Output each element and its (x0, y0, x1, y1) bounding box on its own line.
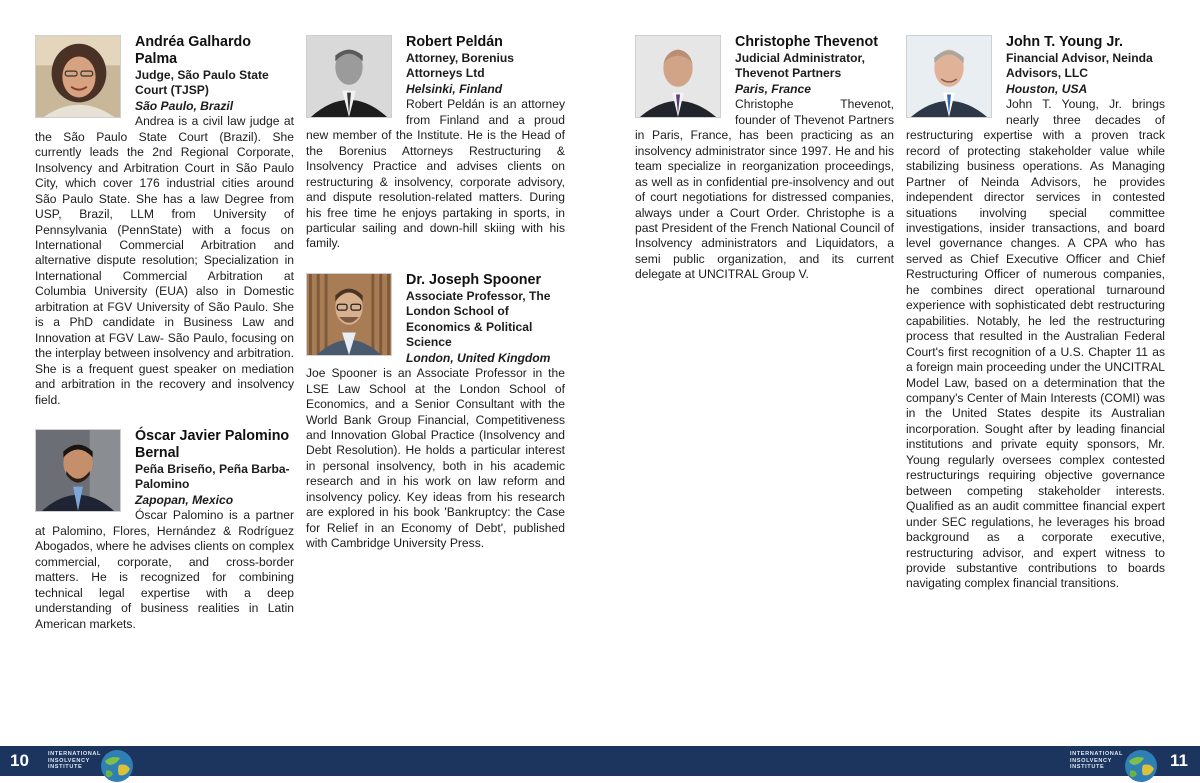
bio-text: Robert Peldán is an attorney from Finland and a proud new member of the Institute. He is the Head of the Borenius Attorneys Restructuring & Insolvency Practice and advises clients on restructuring & insolvency, corporate advisory, and dispute resolution-related matters. During his free time he enjoys partaking in sports, in particular sailing and down-hill skiing with his family. (306, 97, 565, 251)
person-role: Judicial Administrator, Thevenot Partners (735, 51, 865, 81)
bio-text: Christophe Thevenot, founder of Thevenot Partners in Paris, France, has been practicing as an insolvency administrator since 1997. He and his team specialize in reorganization proceedings, as well as in confidential pre-insolvency and out of court negotiations for distressed companies, always under a Court Order. Christophe is a past President of the French National Council of Insolvency administrators and Liquidators, a semi public organization, and its current delegate at UNCITRAL Group V. (635, 97, 894, 282)
institute-logo-text-right (1070, 751, 1123, 771)
bio-text: John T. Young, Jr. brings nearly three decades of restructuring expertise with a proven track record of protecting stakeholder value while stabilizing business operations. As Managing Partner of Neinda Advisors, he provides independent director services in contested situations involving special committee investigations, insider transactions, and board level governance changes. A CPA who has served as Chief Executive Officer and Chief Restructuring Officer of numerous companies, he combines direct operational turnaround experience with sophisticated debt restructuring capabilities. Notably, he led the restructuring process that resulted in the Australian Federal Court's first recognition of a U.S. Chapter 11 as a foreign main proceeding under the UNCITRAL Model Law, based on a determination that the company's Center of Main Interests (COMI) was in the United States despite its Australian incorporation. Sought after by leading financial institutions and private equity sponsors, Mr. Young regularly oversees complex contested restructurings requiring objective governance between competing stakeholder interests. Qualified as an audit committee financial expert under SEC regulations, he leverages his broad background as a corporate executive, restructuring advisor, and expert witness to provide substantive contributions to boards navigating complex financial transitions. (906, 97, 1165, 591)
portrait-photo (906, 35, 992, 118)
bio-robert-peldan (306, 34, 565, 252)
person-location: Paris, France (735, 81, 811, 96)
person-name: Andréa Galhardo Palma (135, 34, 251, 67)
person-name: Robert Peldán (406, 34, 503, 50)
logo-line-3: INSTITUTE (1070, 764, 1105, 771)
person-role: Peña Briseño, Peña Barba-Palomino (135, 461, 290, 492)
bio-oscar-palomino (35, 428, 294, 632)
portrait-photo (306, 273, 392, 356)
person-name: Óscar Javier Palomino Bernal (135, 427, 290, 461)
person-location: São Paulo, Brazil (135, 98, 234, 113)
institute-logo-text-left (48, 751, 101, 771)
bio-joseph-spooner (306, 272, 565, 552)
column-3 (635, 34, 894, 303)
person-name: John T. Young Jr. (1006, 34, 1124, 50)
person-location: Helsinki, Finland (406, 81, 503, 96)
portrait-photo (635, 35, 721, 118)
portrait-photo (35, 429, 121, 512)
portrait-photo (306, 35, 392, 118)
globe-logo-icon (100, 749, 134, 783)
column-1 (35, 34, 294, 652)
bio-text: Óscar Palomino is a partner at Palomino, Flores, Hernández & Rodríguez Abogados, where he advises clients on complex commercial, corporate, and cross-border matters. He is recognized for combining technical legal expertise with a deep understanding of business realities in Latin American markets. (35, 508, 294, 631)
person-location: London, United Kingdom (406, 350, 551, 365)
bio-john-young (906, 34, 1165, 592)
portrait-photo (35, 35, 121, 118)
person-role: Associate Professor, The London School of Economics & Political Science (406, 288, 551, 350)
person-location: Zapopan, Mexico (135, 492, 234, 507)
logo-line-2: INSOLVENCY (48, 757, 90, 764)
column-4 (906, 34, 1165, 612)
person-role: Judge, São Paulo State Court (TJSP) (135, 68, 269, 98)
person-role: Attorney, Borenius Attorneys Ltd (406, 51, 514, 81)
person-role: Financial Advisor, Neinda Advisors, LLC (1006, 51, 1153, 81)
page-number-right: 11 (1170, 751, 1188, 770)
globe-logo-icon (1124, 749, 1158, 783)
logo-line-2: INSOLVENCY (1070, 757, 1112, 764)
footer-bar (0, 746, 1200, 776)
person-location: Houston, USA (1006, 81, 1088, 96)
logo-line-3: INSTITUTE (48, 764, 83, 771)
bio-text: Andrea is a civil law judge at the São Paulo State Court (Brazil). She currently leads the 2nd Regional Corporate, Insolvency and Arbitration Court in São Paulo City, which cover 176 industrial cities around São Paulo State. She has a law Degree from USP, Brazil, LLM from University of Pennsylvania (PennState) with a focus on International Commercial Arbitration and alternative dispute resolution; Specialization in International Commercial Arbitration at Columbia University (EUA) also in Domestic arbitration at FGV University of São Paulo. She is a PhD candidate in Business Law and Innovation at FGV Law- São Paulo, focusing on the interplay between insolvency and arbitration. She is a frequent guest speaker on mediation and arbitration in the recovery and insolvency field. (35, 114, 294, 407)
logo-line-1: INTERNATIONAL (48, 751, 102, 757)
person-name: Dr. Joseph Spooner (406, 271, 542, 288)
page-number-left: 10 (10, 751, 29, 770)
column-2 (306, 34, 565, 572)
bio-christophe-thevenot (635, 34, 894, 283)
bio-andrea-palma (35, 34, 294, 408)
logo-line-1: INTERNATIONAL (1070, 751, 1124, 757)
bio-text: Joe Spooner is an Associate Professor in the LSE Law School at the London School of Economics, and a Senior Consultant with the World Bank Group Financial, Competitiveness and Innovation Global Practice (Insolvency and Debt Resolution). He holds a particular interest in personal insolvency, both in his academic research and in his work on law reform and insolvency policy. Key ideas from his research are explored in his book 'Bankruptcy: the Case for Relief in an Economy of Debt', published with Cambridge University Press. (306, 366, 565, 551)
person-name: Christophe Thevenot (735, 34, 878, 50)
